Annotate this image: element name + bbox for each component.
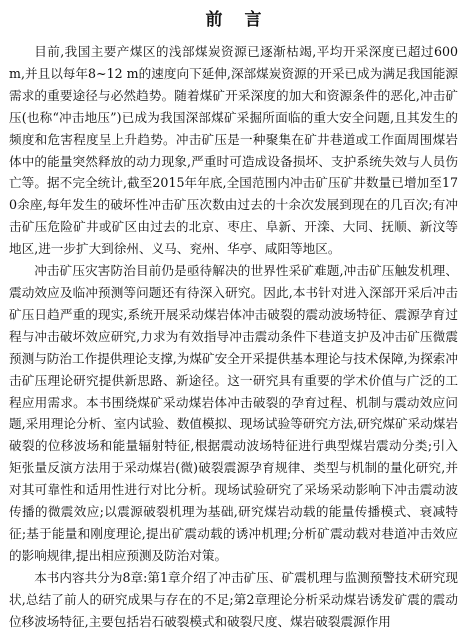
preface-body	[9, 41, 458, 632]
page-title: 前言	[205, 10, 284, 30]
paragraph-1: 目前,我国主要产煤区的浅部煤炭资源已逐渐枯竭,平均开采深度已超过600 m,并且以每年8~12 m的速度向下延伸,深部煤炭资源的开采已成为满足我国能源需求的重要途径与必然趋势。随着煤矿开采深度的加大和资源条件的恶化,冲击矿压(也称“冲击地压”)已成为我国深部煤矿采掘所面临的重大安全问题,且其发生的频度和危害程度呈上升趋势。冲击矿压是一种聚集在矿井巷道或工作面周围煤岩体中的能量突然释放的动力现象,严重时可造成设备损坏、支护系统失效与人员伤亡等。据不完全统计,截至2015年年底,全国范围内冲击矿压矿井数量已增加至170余座,每年发生的破坏性冲击矿压次数由过去的十余次发展到现在的几百次;有冲击矿压危险矿井或矿区由过去的北京、枣庄、阜新、开滦、大同、抚顺、新汶等地区,进一步扩大到徐州、义马、兖州、华亭、咸阳等地区。	[9, 44, 458, 257]
paragraph-2: 冲击矿压灾害防治目前仍是亟待解决的世界性采矿难题,冲击矿压触发机理、震动效应及临冲预测等问题还有待深入研究。因此,本书针对进入深部开采后冲击矿压日趋严重的现实,系统开展采动煤岩体冲击破裂的震动波场特征、震源孕育过程与冲击破坏效应研究,力求为有效指导冲击震动条件下巷道支护及冲击矿压微震预测与防治工作提供理论支撑,为煤矿安全开采提供基本理论与技术保障,为探索冲击矿压理论研究提供新思路、新途径。这一研究具有重要的学术价值与广泛的工程应用需求。本书围绕煤矿采动煤岩体冲击破裂的孕育过程、机制与震动效应问题,采用理论分析、室内试验、数值模拟、现场试验等研究方法,研究煤矿采动煤岩破裂的位移波场和能量辐射特征,根据震动波场特征进行典型煤岩震动分类;引入矩张量反演方法用于采动煤岩(微)破裂震源孕育规律、类型与机制的量化研究,并对其可靠性和适用性进行对比分析。现场试验研究了采场采动影响下冲击震动波传播的微震效应;以震源破裂机理为基础,研究煤岩动载的能量传播模式、衰减特征;基于能量和刚度理论,提出矿震动载的诱冲机理;分析矿震动载对巷道冲击效应的影响规律,提出相应预测及防治对策。	[9, 263, 458, 563]
paragraph-3: 本书内容共分为8章:第1章介绍了冲击矿压、矿震机理与监测预警技术研究现状,总结了前人的研究成果与存在的不足;第2章理论分析采动煤岩诱发矿震的震动位移波场特征,主要包括岩石破裂模式和破裂尺度、煤岩破裂震源作用	[9, 569, 458, 629]
